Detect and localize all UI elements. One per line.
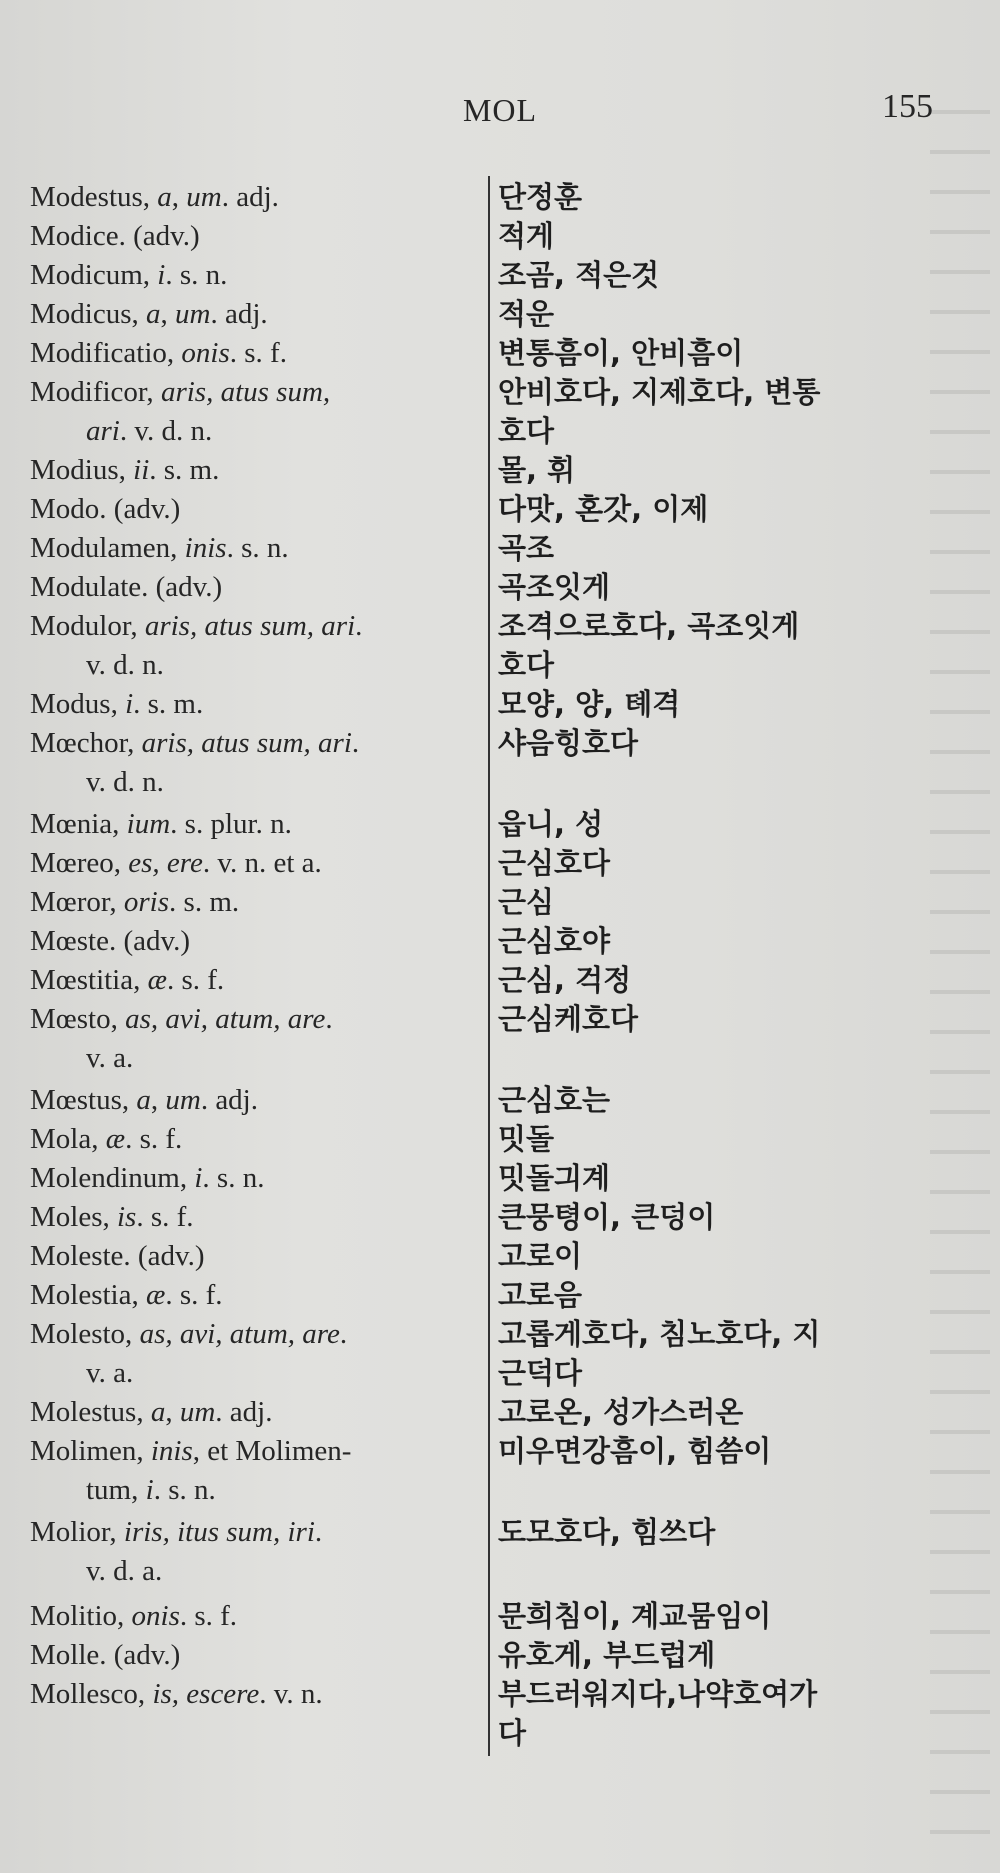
latin-headword (30, 961, 470, 1000)
latin-text: . v. n. et a. (202, 847, 322, 879)
korean-gloss (498, 1081, 968, 1120)
korean-gloss (498, 373, 968, 451)
latin-continuation (30, 646, 470, 685)
latin-text: , (160, 298, 175, 330)
latin-line (30, 727, 359, 759)
latin-headword (30, 1198, 470, 1237)
latin-grammar: um (186, 181, 222, 213)
latin-line (30, 847, 322, 879)
latin-text: Modicus, (30, 298, 146, 330)
latin-grammar: um (175, 298, 211, 330)
latin-line (30, 532, 289, 564)
latin-text: . s. n. (202, 1162, 265, 1194)
latin-text: Modulamen, (30, 532, 185, 564)
latin-text: v. d. a. (86, 1555, 163, 1587)
latin-line (30, 925, 190, 957)
latin-grammar: i (194, 1162, 203, 1194)
latin-grammar: onis (131, 1600, 180, 1632)
latin-text: Molimen, (30, 1435, 151, 1467)
korean-line: 유호게, 부드럽게 (498, 1638, 716, 1672)
korean-line: 근심호야 (498, 924, 611, 958)
latin-text: Modificatio, (30, 337, 182, 369)
latin-grammar: inis (184, 532, 227, 564)
korean-line: 적게 (498, 219, 555, 253)
latin-line (30, 181, 279, 213)
korean-gloss (498, 217, 968, 256)
korean-gloss (498, 529, 968, 568)
latin-text: Molesto, (30, 1318, 140, 1350)
latin-headword (30, 607, 470, 685)
latin-headword (30, 1237, 470, 1276)
latin-grammar: æ (147, 964, 167, 996)
korean-line: 몰, 휘 (498, 453, 576, 487)
korean-line: 조격으로호다, 곡조잇게 (498, 609, 800, 643)
latin-grammar: æ (146, 1279, 166, 1311)
latin-text: , (171, 181, 187, 213)
korean-line: 고로온, 성가스러온 (498, 1395, 744, 1429)
latin-text: . s. f. (179, 1600, 238, 1632)
latin-line (30, 1084, 258, 1116)
latin-text: . (351, 727, 360, 759)
latin-text: Modulate. (adv.) (30, 571, 223, 603)
korean-continuation: 호다 (498, 414, 555, 448)
korean-line: 큰뭉텽이, 큰덩이 (498, 1200, 716, 1234)
latin-text: Modificor, (30, 376, 161, 408)
korean-gloss (498, 1000, 968, 1039)
latin-grammar: is (117, 1201, 137, 1233)
latin-text: Mœchor, (30, 727, 142, 759)
latin-text: . v. d. n. (119, 415, 213, 447)
korean-line: 단정훈 (498, 180, 583, 214)
latin-line (30, 259, 227, 291)
korean-line: 모양, 양, 톄격 (498, 687, 681, 721)
latin-headword (30, 217, 470, 256)
latin-headword (30, 1597, 470, 1636)
latin-text: v. d. n. (86, 766, 164, 798)
latin-text: Molestia, (30, 1279, 146, 1311)
latin-text: Mollesco, (30, 1678, 153, 1710)
latin-headword (30, 568, 470, 607)
latin-line (30, 493, 180, 525)
latin-headword (30, 178, 470, 217)
korean-gloss (498, 1393, 968, 1432)
latin-grammar: aris, atus sum, (160, 376, 331, 408)
latin-text: v. a. (86, 1357, 134, 1389)
latin-text: tum, (86, 1474, 146, 1506)
latin-headword (30, 334, 470, 373)
latin-text: Modice. (adv.) (30, 220, 200, 252)
latin-text: Moleste. (adv.) (30, 1240, 205, 1272)
latin-text: Modo. (adv.) (30, 493, 181, 525)
latin-text: . s. n. (165, 259, 228, 291)
latin-text: Modulor, (30, 610, 145, 642)
korean-continuation: 호다 (498, 648, 555, 682)
latin-text: . (339, 1318, 348, 1350)
latin-text: v. a. (86, 1042, 134, 1074)
latin-line (30, 1600, 237, 1632)
korean-gloss (498, 451, 968, 490)
korean-gloss (498, 178, 968, 217)
latin-text: . s. plur. n. (170, 808, 292, 840)
latin-grammar: iris, itus sum, iri (123, 1516, 315, 1548)
latin-headword (30, 1393, 470, 1432)
latin-line (30, 376, 330, 408)
latin-text: . v. n. (259, 1678, 323, 1710)
latin-grammar: a (157, 181, 172, 213)
latin-text: . s. f. (165, 1279, 223, 1311)
latin-text: . s. f. (125, 1123, 183, 1155)
latin-headword (30, 922, 470, 961)
latin-text: , et Molimen- (192, 1435, 352, 1467)
latin-headword (30, 724, 470, 802)
korean-line: 근심호는 (498, 1083, 611, 1117)
latin-text: . adj. (210, 298, 268, 330)
latin-line (30, 886, 239, 918)
korean-gloss (498, 295, 968, 334)
latin-line (30, 808, 292, 840)
latin-text: Modicum, (30, 259, 158, 291)
latin-grammar: a (136, 1084, 151, 1116)
latin-text: . adj. (200, 1084, 258, 1116)
korean-gloss (498, 1432, 968, 1471)
latin-grammar: aris, atus sum, ari (144, 610, 356, 642)
latin-text: Modestus, (30, 181, 158, 213)
korean-line: 적운 (498, 297, 555, 331)
korean-gloss (498, 1675, 968, 1753)
latin-text: . adj. (221, 181, 279, 213)
latin-headword (30, 490, 470, 529)
latin-headword (30, 1081, 470, 1120)
latin-text: , (165, 1396, 180, 1428)
latin-grammar: aris, atus sum, ari (141, 727, 352, 759)
latin-line (30, 298, 268, 330)
korean-gloss (498, 844, 968, 883)
latin-line (30, 571, 222, 603)
latin-line (30, 964, 224, 996)
latin-headword (30, 1000, 470, 1078)
latin-text: Molle. (adv.) (30, 1639, 181, 1671)
latin-grammar: as, avi, atum, are (125, 1003, 326, 1035)
latin-grammar: æ (105, 1123, 126, 1155)
latin-text: Mœstus, (30, 1084, 137, 1116)
latin-text: . s. f. (229, 337, 287, 369)
latin-text: Molendinum, (30, 1162, 195, 1194)
korean-line: 밋돌긔계 (498, 1161, 611, 1195)
latin-grammar: a (146, 298, 161, 330)
latin-text: . adj. (215, 1396, 273, 1428)
latin-continuation (30, 1471, 470, 1510)
latin-headword (30, 1276, 470, 1315)
latin-grammar: ii (133, 454, 150, 486)
korean-gloss (498, 883, 968, 922)
latin-line (30, 1318, 347, 1350)
latin-text: . s. m. (133, 688, 204, 720)
latin-text: Mœstitia, (30, 964, 148, 996)
latin-text: Molestus, (30, 1396, 151, 1428)
page-number: 155 (882, 88, 933, 125)
latin-grammar: ium (126, 808, 171, 840)
latin-line (30, 220, 200, 252)
korean-gloss (498, 1237, 968, 1276)
korean-line: 근심 (498, 885, 555, 919)
latin-continuation (30, 1354, 470, 1393)
korean-gloss (498, 1513, 968, 1552)
latin-grammar: a (150, 1396, 166, 1428)
latin-text: . s. f. (166, 964, 225, 996)
korean-line: 고롭게호다, 침노호다, 지 (498, 1317, 821, 1351)
latin-grammar: onis (181, 337, 230, 369)
latin-text: . (355, 610, 363, 642)
latin-text: Moles, (30, 1201, 117, 1233)
latin-text: Mœror, (30, 886, 124, 918)
latin-line (30, 1516, 322, 1548)
latin-headword (30, 1675, 470, 1714)
latin-grammar: i (125, 688, 134, 720)
korean-line: 고로음 (498, 1278, 583, 1312)
korean-line: 곡조 (498, 531, 555, 565)
latin-text: Mœnia, (30, 808, 127, 840)
latin-line (30, 1279, 223, 1311)
latin-grammar: es, ere (128, 847, 203, 879)
korean-line: 고로이 (498, 1239, 583, 1273)
korean-line: 근심케호다 (498, 1002, 639, 1036)
latin-grammar: um (179, 1396, 216, 1428)
korean-line: 샤음힝호다 (498, 726, 639, 760)
korean-gloss (498, 490, 968, 529)
latin-text: Mola, (30, 1123, 106, 1155)
korean-line: 부드러워지다,나약호여가 (498, 1677, 818, 1711)
korean-gloss (498, 334, 968, 373)
latin-headword (30, 1120, 470, 1159)
latin-headword (30, 883, 470, 922)
latin-text: . s. n. (153, 1474, 216, 1506)
latin-grammar: ari (86, 415, 120, 447)
latin-line (30, 610, 362, 642)
latin-text: . (325, 1003, 333, 1035)
latin-text: Modus, (30, 688, 126, 720)
latin-text: v. d. n. (86, 649, 164, 681)
latin-line (30, 1435, 351, 1467)
latin-text: , (150, 1084, 166, 1116)
korean-line: 읍니, 성 (498, 807, 604, 841)
latin-line (30, 1003, 333, 1035)
latin-continuation (30, 412, 470, 451)
korean-gloss (498, 1120, 968, 1159)
korean-line: 문희침이, 계교뭄임이 (498, 1599, 772, 1633)
latin-headword (30, 805, 470, 844)
latin-line (30, 688, 203, 720)
latin-text: . s. n. (226, 532, 289, 564)
latin-line (30, 1162, 264, 1194)
latin-continuation (30, 763, 470, 802)
latin-text: . (314, 1516, 323, 1548)
latin-text: Molior, (30, 1516, 124, 1548)
latin-line (30, 337, 287, 369)
korean-gloss (498, 805, 968, 844)
latin-grammar: inis (150, 1435, 193, 1467)
korean-gloss (498, 256, 968, 295)
latin-line (30, 1639, 180, 1671)
latin-text: Modius, (30, 454, 134, 486)
latin-continuation (30, 1039, 470, 1078)
korean-line: 근심호다 (498, 846, 611, 880)
latin-grammar: oris (123, 886, 170, 918)
korean-line: 조곰, 적은것 (498, 258, 660, 292)
latin-headword (30, 256, 470, 295)
korean-line: 변통흠이, 안비흠이 (498, 336, 744, 370)
latin-continuation (30, 1552, 470, 1591)
latin-grammar: is, escere (152, 1678, 260, 1710)
latin-headword (30, 1636, 470, 1675)
latin-headword (30, 451, 470, 490)
latin-text: Molitio, (30, 1600, 132, 1632)
latin-line (30, 1240, 204, 1272)
latin-text: . s. f. (136, 1201, 194, 1233)
korean-gloss (498, 1276, 968, 1315)
latin-line (30, 1201, 194, 1233)
latin-grammar: i (157, 259, 166, 291)
korean-line: 밋돌 (498, 1122, 555, 1156)
korean-gloss (498, 1315, 968, 1393)
latin-grammar: um (165, 1084, 201, 1116)
korean-gloss (498, 1636, 968, 1675)
korean-gloss (498, 1198, 968, 1237)
korean-line: 미우면강흠이, 힘씀이 (498, 1434, 772, 1468)
korean-gloss (498, 961, 968, 1000)
latin-text: Mœste. (adv.) (30, 925, 190, 957)
latin-headword (30, 1159, 470, 1198)
korean-gloss (498, 724, 968, 763)
latin-headword (30, 373, 470, 451)
korean-continuation: 다 (498, 1716, 527, 1750)
latin-headword (30, 685, 470, 724)
korean-line: 근심, 걱정 (498, 963, 632, 997)
running-head: MOL (462, 92, 538, 128)
korean-line: 다맛, 혼갓, 이제 (498, 492, 709, 526)
latin-text: Mœreo, (30, 847, 129, 879)
latin-line (30, 1678, 323, 1710)
latin-text: Mœsto, (30, 1003, 126, 1035)
korean-gloss (498, 1159, 968, 1198)
latin-line (30, 1396, 272, 1428)
latin-headword (30, 529, 470, 568)
korean-gloss (498, 922, 968, 961)
korean-continuation: 근덕다 (498, 1356, 583, 1390)
korean-line: 곡조잇게 (498, 570, 611, 604)
latin-line (30, 454, 219, 486)
korean-gloss (498, 1597, 968, 1636)
latin-grammar: as, avi, atum, are (139, 1318, 340, 1350)
latin-line (30, 1123, 182, 1155)
latin-headword (30, 1432, 470, 1510)
korean-gloss (498, 607, 968, 685)
latin-headword (30, 844, 470, 883)
latin-text: . s. m. (169, 886, 240, 918)
latin-headword (30, 1513, 470, 1591)
latin-headword (30, 295, 470, 334)
korean-gloss (498, 568, 968, 607)
korean-gloss (498, 685, 968, 724)
korean-line: 도모호다, 힘쓰다 (498, 1515, 716, 1549)
latin-headword (30, 1315, 470, 1393)
latin-text: . s. m. (149, 454, 220, 486)
latin-grammar: i (145, 1474, 154, 1506)
korean-line: 안비호다, 지제호다, 변통 (498, 375, 821, 409)
